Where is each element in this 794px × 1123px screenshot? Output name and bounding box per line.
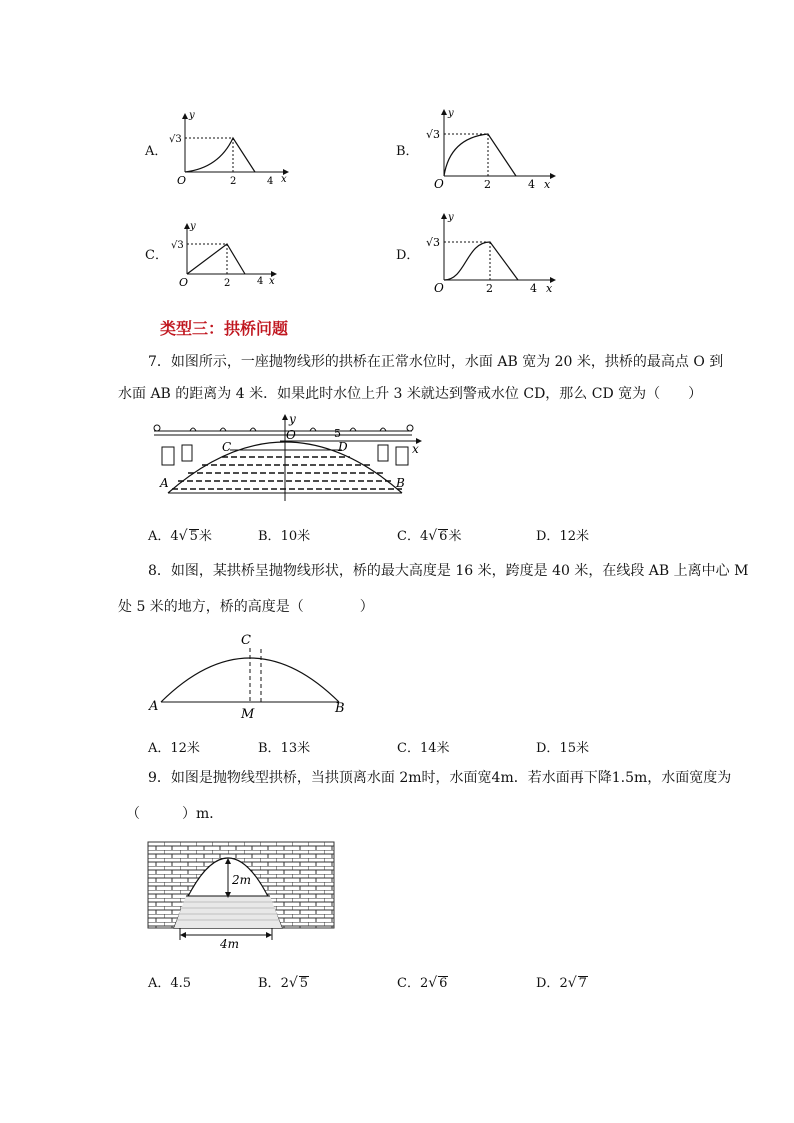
origin-label: O bbox=[179, 276, 189, 289]
y-label: y bbox=[190, 221, 196, 232]
graph-choice-a[interactable] bbox=[145, 108, 295, 188]
graph-choice-c[interactable] bbox=[145, 220, 295, 290]
graph-c bbox=[171, 220, 295, 290]
label-o: O bbox=[286, 428, 296, 442]
label-c: C bbox=[241, 633, 251, 648]
tick-4: 4 bbox=[528, 178, 535, 191]
sqrt3-label: √3 bbox=[169, 134, 182, 145]
tick-2: 2 bbox=[484, 178, 491, 191]
label-a: A bbox=[149, 699, 159, 714]
label-x: x bbox=[412, 442, 419, 456]
label-m: M bbox=[241, 707, 255, 722]
q8-arch-figure bbox=[145, 628, 355, 723]
label-b: B bbox=[335, 701, 345, 716]
q7-option-c[interactable]: C．4√ 6米 bbox=[397, 528, 462, 544]
tick-4: 4 bbox=[267, 176, 274, 187]
sqrt3-label: √3 bbox=[171, 240, 184, 251]
sqrt3-label: √3 bbox=[426, 236, 441, 249]
graph-choice-b[interactable] bbox=[396, 108, 566, 192]
label-y: y bbox=[289, 412, 296, 426]
q9-option-b[interactable]: B．2√ 5 bbox=[258, 975, 309, 991]
x-label: x bbox=[269, 276, 275, 287]
q9-option-a[interactable]: A．4.5 bbox=[148, 976, 192, 991]
q9-option-c[interactable]: C．2√ 6 bbox=[397, 975, 448, 991]
x-label: x bbox=[544, 178, 551, 191]
sqrt3-label: √3 bbox=[426, 128, 441, 141]
x-label: x bbox=[281, 174, 287, 185]
origin-label: O bbox=[177, 174, 187, 187]
q9-bridge-figure bbox=[148, 842, 334, 952]
label-a: A bbox=[160, 476, 169, 490]
y-label: y bbox=[189, 110, 195, 121]
tick-4: 4 bbox=[530, 282, 537, 295]
choice-letter: C． bbox=[145, 248, 168, 263]
graph-d bbox=[426, 210, 566, 296]
tick-2: 2 bbox=[224, 278, 231, 289]
choice-letter: B． bbox=[396, 144, 419, 159]
section-title: 类型三：拱桥问题 bbox=[160, 319, 289, 338]
choice-letter: D． bbox=[396, 248, 420, 263]
q8-line2: 处 5 米的地方，桥的高度是（ ） bbox=[118, 599, 374, 615]
q8-option-c[interactable]: C．14米 bbox=[397, 741, 450, 756]
q8-option-a[interactable]: A．12米 bbox=[148, 741, 200, 756]
label-d: D bbox=[338, 440, 348, 454]
choice-letter: A． bbox=[145, 144, 168, 159]
origin-label: O bbox=[434, 177, 444, 191]
graph-b bbox=[426, 108, 566, 192]
q7-option-b[interactable]: B．10米 bbox=[258, 529, 311, 544]
label-sign: 5 bbox=[334, 427, 341, 440]
q9-line2: （ ）m． bbox=[126, 806, 224, 822]
q7-line1: 7．如图所示，一座抛物线形的拱桥在正常水位时，水面 AB 宽为 20 米，拱桥的最高点 O 到 bbox=[148, 354, 724, 370]
tick-2: 2 bbox=[230, 176, 237, 187]
q9-option-d[interactable]: D．2√ 7 bbox=[536, 975, 587, 991]
origin-label: O bbox=[434, 281, 444, 295]
q7-line2: 水面 AB 的距离为 4 米．如果此时水位上升 3 米就达到警戒水位 CD，那么 CD 宽为（ ） bbox=[118, 386, 703, 402]
q7-option-d[interactable]: D．12米 bbox=[536, 529, 589, 544]
label-2m: 2m bbox=[232, 873, 252, 887]
q9-line1: 9．如图是抛物线型拱桥，当拱顶离水面 2m时，水面宽4m．若水面再下降1.5m，水面宽度为 bbox=[148, 770, 732, 786]
label-b: B bbox=[396, 476, 405, 490]
x-label: x bbox=[546, 282, 553, 295]
q7-option-a[interactable]: A．4√ 5米 bbox=[148, 528, 212, 544]
tick-4: 4 bbox=[257, 276, 264, 287]
q8-line1: 8．如图，某拱桥呈抛物线形状，桥的最大高度是 16 米，跨度是 40 米，在线段 AB 上离中心 M bbox=[148, 563, 749, 579]
q8-option-b[interactable]: B．13米 bbox=[258, 741, 311, 756]
label-4m: 4m bbox=[220, 937, 240, 951]
y-label: y bbox=[448, 108, 454, 119]
tick-2: 2 bbox=[486, 282, 493, 295]
graph-a bbox=[169, 108, 295, 188]
q7-bridge-figure bbox=[150, 413, 430, 503]
q8-option-d[interactable]: D．15米 bbox=[536, 741, 589, 756]
graph-choice-d[interactable] bbox=[396, 210, 566, 296]
y-label: y bbox=[448, 212, 454, 223]
label-c: C bbox=[222, 440, 232, 454]
